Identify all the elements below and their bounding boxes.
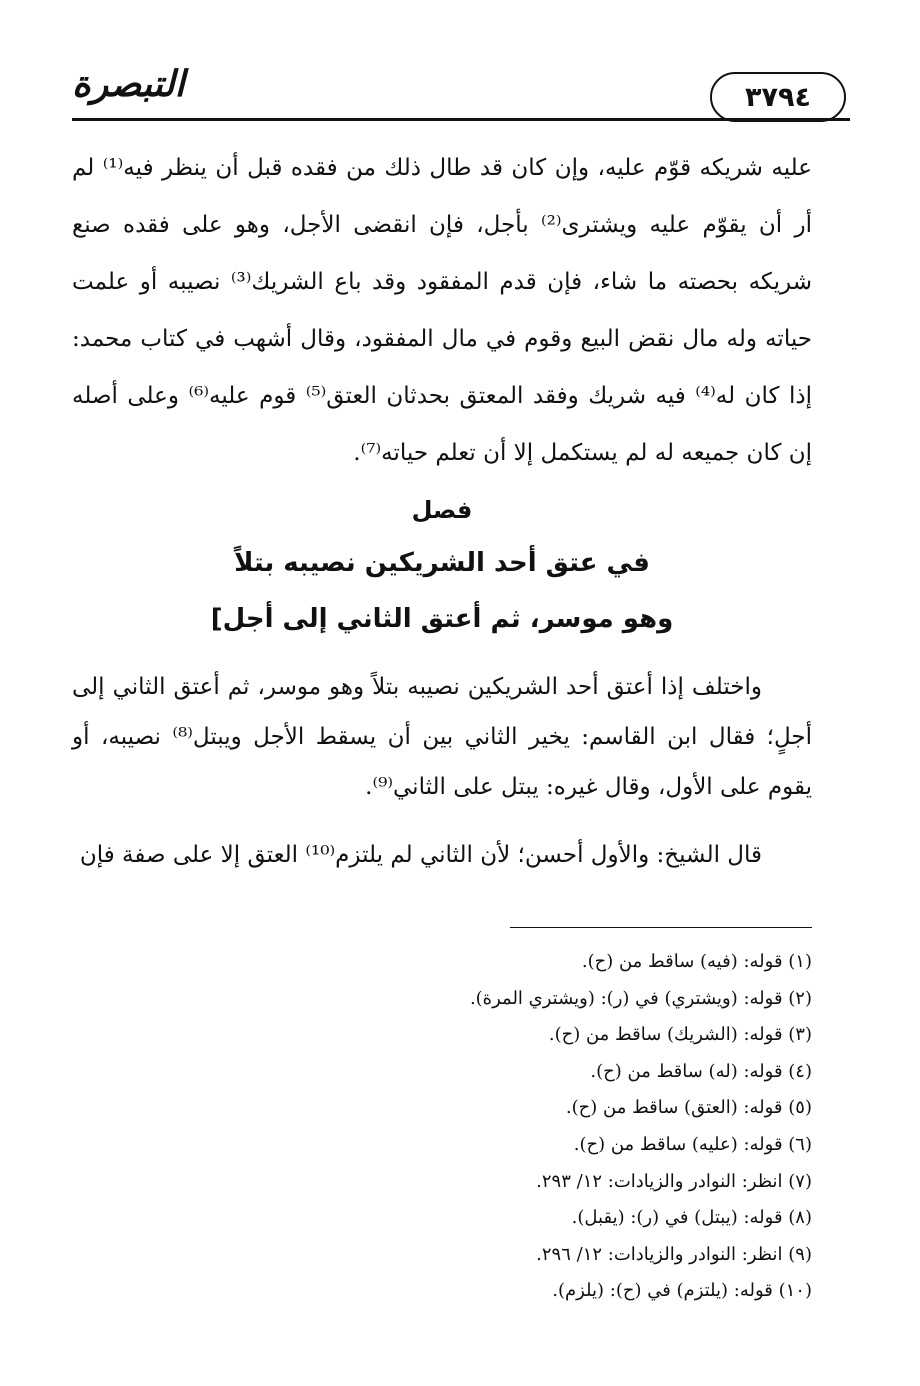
book-title: التبصرة xyxy=(72,64,185,105)
footnote-item: (٣) قوله: (الشريك) ساقط من (ح). xyxy=(548,1024,812,1046)
footnote-item: (١٠) قوله: (يلتزم) في (ح): (يلزم). xyxy=(552,1280,812,1302)
footnotes-list xyxy=(72,944,812,1310)
footnote-item: (٦) قوله: (عليه) ساقط من (ح). xyxy=(573,1133,812,1155)
footnote-item: (٤) قوله: (له) ساقط من (ح). xyxy=(590,1060,812,1082)
footnote-item: (٩) انظر: النوادر والزيادات: ١٢/ ٢٩٦. xyxy=(536,1243,812,1265)
header-rule xyxy=(72,118,850,121)
footnote-item: (١) قوله: (فيه) ساقط من (ح). xyxy=(581,951,812,972)
footnote-item: (٢) قوله: (ويشتري) في (ر): (ويشتري المرة). xyxy=(469,987,812,1009)
section-label: فصل xyxy=(411,496,473,524)
body-paragraph-3: قال الشيخ: والأول أحسن؛ لأن الثاني لم يلتزم⁽¹⁰⁾ العتق إلا على صفة فإن xyxy=(79,842,762,868)
footnote-item: (٨) قوله: (يبتل) في (ر): (يقبل). xyxy=(571,1207,812,1229)
page-number: ٣٧٩٤ xyxy=(710,72,846,122)
footnote-item: (٥) قوله: (العتق) ساقط من (ح). xyxy=(565,1097,812,1119)
body-paragraph-2: واختلف إذا أعتق أحد الشريكين نصيبه بتلاً وهو موسر، ثم أعتق الثاني إلى أجلٍ؛ فقال ابن القاسم: يخير الثاني بين أن يسقط الأجل ويبتل⁽⁸⁾ نصيبه، أو يقوم على الأول، وقال غيره: يبتل على الثاني⁽⁹⁾. xyxy=(72,674,812,800)
section-title-line-2: وهو موسر، ثم أعتق الثاني إلى أجل] xyxy=(210,604,674,634)
page-header xyxy=(72,50,850,120)
footnote-separator xyxy=(510,927,812,928)
footnote-item: (٧) انظر: النوادر والزيادات: ١٢/ ٢٩٣. xyxy=(536,1170,812,1192)
section-title-line-1: في عتق أحد الشريكين نصيبه بتلاً xyxy=(234,548,650,578)
body-paragraph-1: عليه شريكه قوّم عليه، وإن كان قد طال ذلك من فقده قبل أن ينظر فيه⁽¹⁾ لم أر أن يقوّم عليه ويشترى⁽²⁾ بأجل، فإن انقضى الأجل، وهو على فقده صنع شريكه بحصته ما شاء، فإن قدم المفقود وقد باع الشريك⁽³⁾ نصيبه أو علمت حياته وله مال نقض البيع وقوم في مال المفقود، وقال أشهب في كتاب محمد: إذا كان له⁽⁴⁾ فيه شريك وفقد المعتق بحدثان العتق⁽⁵⁾ قوم عليه⁽⁶⁾ وعلى أصله إن كان جميعه له لم يستكمل إلا أن تعلم حياته⁽⁷⁾. xyxy=(72,155,813,466)
